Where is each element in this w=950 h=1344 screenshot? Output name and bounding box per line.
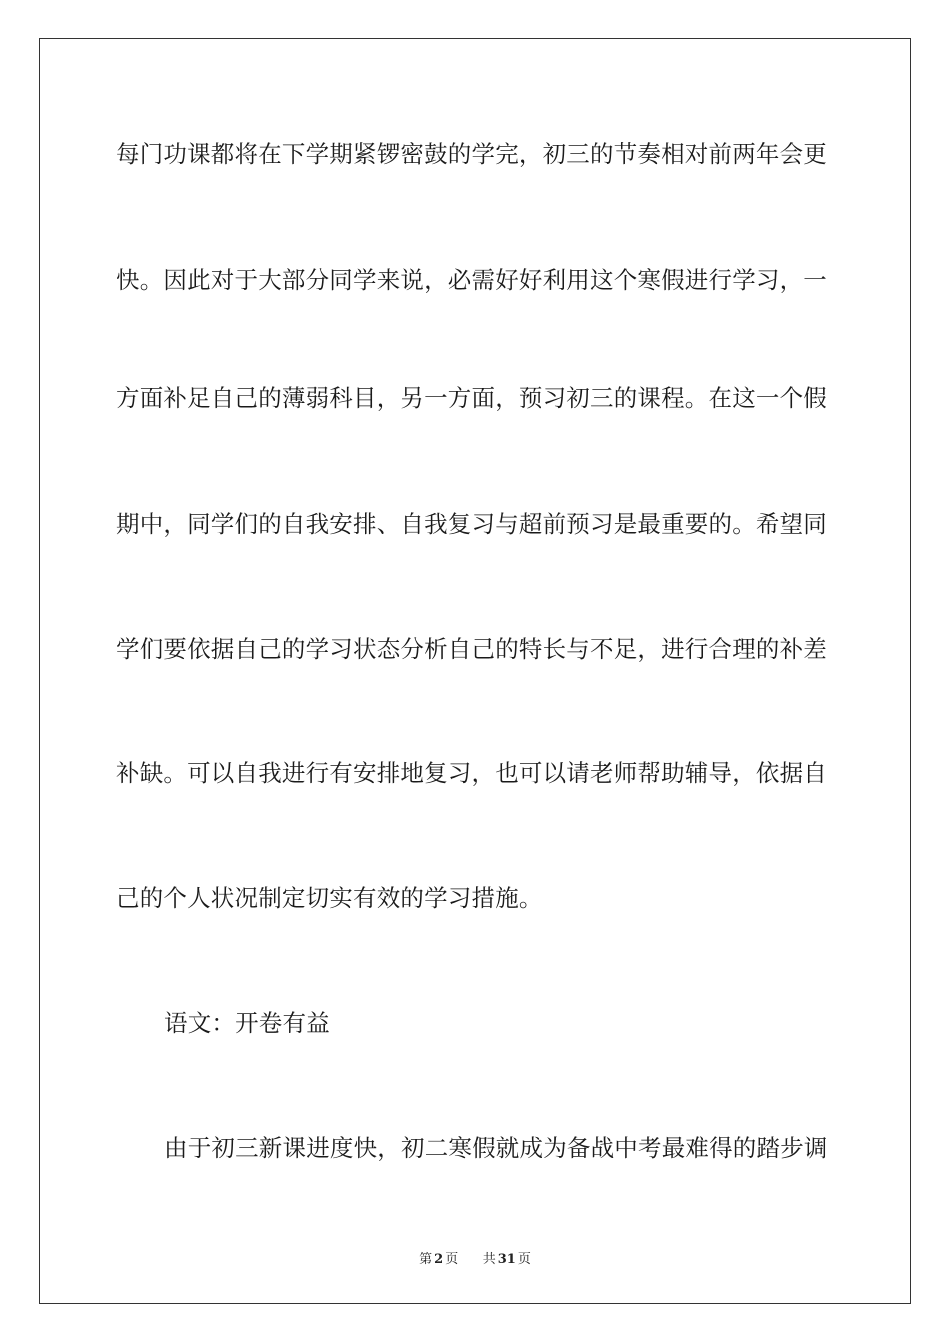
section-heading: 语文：开卷有益 xyxy=(164,1009,330,1037)
total-pages: 31 xyxy=(497,1252,516,1267)
page-prefix: 第 xyxy=(419,1252,433,1267)
paragraph-line-3: 方面补足自己的薄弱科目，另一方面，预习初三的课程。在这一个假 xyxy=(116,384,827,412)
paragraph-line-8: 由于初三新课进度快，初二寒假就成为备战中考最难得的踏步调 xyxy=(164,1134,828,1162)
page-suffix: 页 xyxy=(445,1252,459,1267)
page-footer xyxy=(0,1248,950,1267)
paragraph-line-6: 补缺。可以自我进行有安排地复习，也可以请老师帮助辅导，依据自 xyxy=(116,759,827,787)
paragraph-line-2: 快。因此对于大部分同学来说，必需好好利用这个寒假进行学习，一 xyxy=(116,266,827,294)
total-suffix: 页 xyxy=(517,1252,531,1267)
paragraph-line-4: 期中，同学们的自我安排、自我复习与超前预习是最重要的。希望同 xyxy=(116,510,827,538)
total-prefix: 共 xyxy=(482,1252,496,1267)
page-indicator xyxy=(417,1252,460,1267)
total-indicator xyxy=(481,1252,533,1267)
page-number: 2 xyxy=(434,1252,444,1267)
paragraph-line-1: 每门功课都将在下学期紧锣密鼓的学完，初三的节奏相对前两年会更 xyxy=(116,140,827,168)
page-border xyxy=(39,38,911,1304)
paragraph-line-5: 学们要依据自己的学习状态分析自己的特长与不足，进行合理的补差 xyxy=(116,635,827,663)
paragraph-line-7: 己的个人状况制定切实有效的学习措施。 xyxy=(116,884,543,912)
